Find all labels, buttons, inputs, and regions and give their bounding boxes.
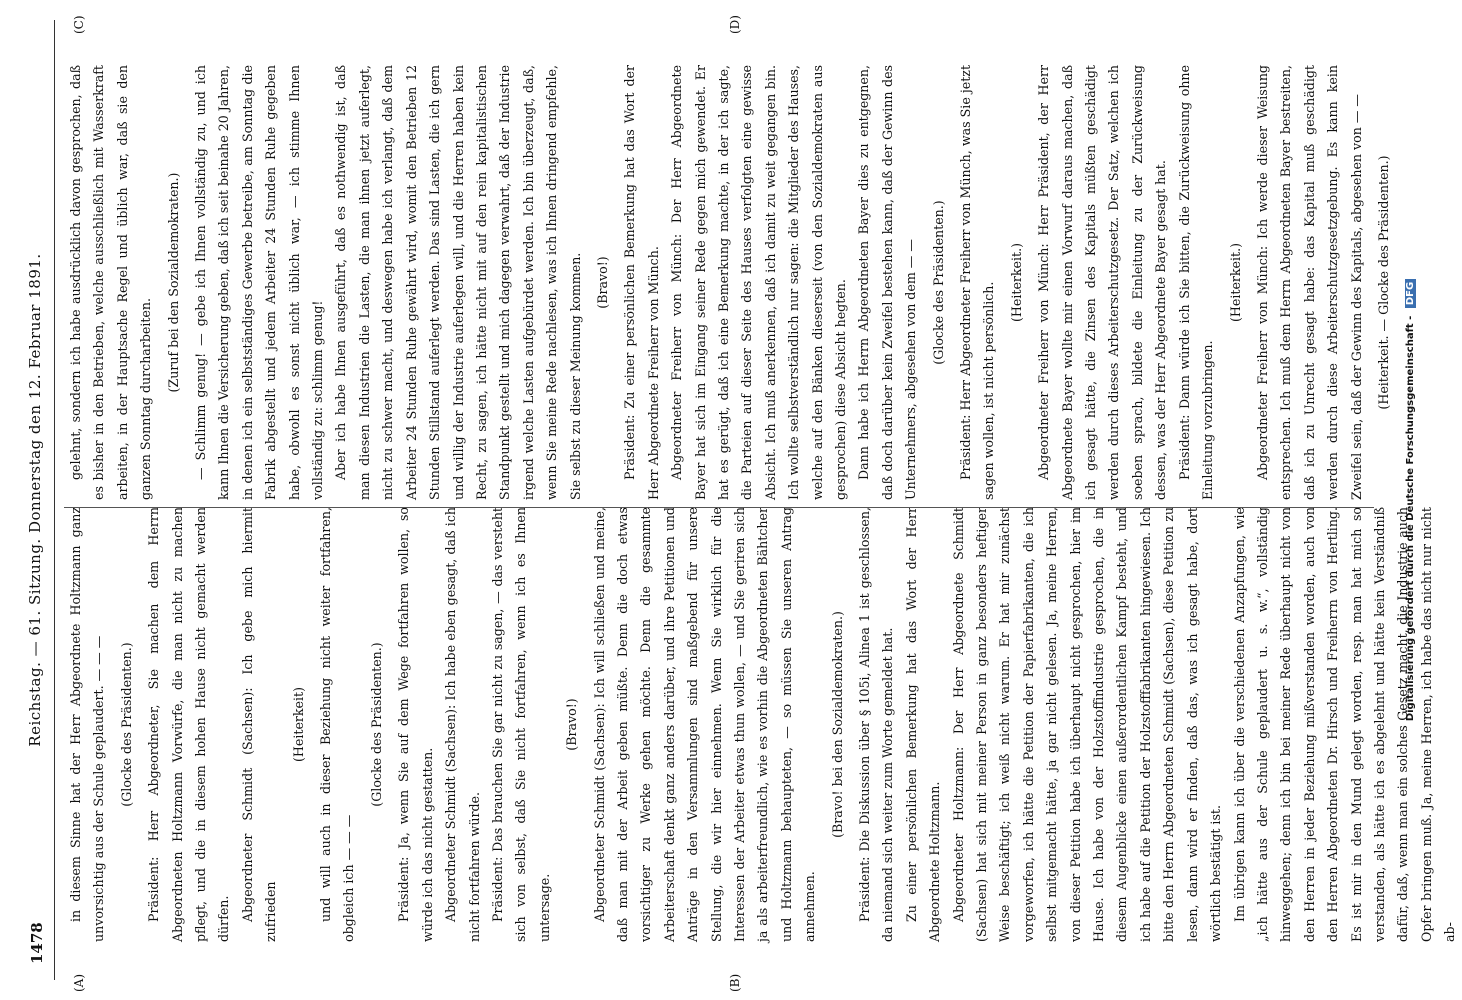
- right-column-paragraph: Präsident: Zu einer persönlichen Bemerkung hat das Wort der Herr Abgeordnete Freiherr von Münch.: [622, 65, 661, 500]
- margin-mark-b: (B): [728, 973, 742, 992]
- page-number: 1478: [28, 922, 46, 964]
- right-column-paragraph: Präsident: Herr Abgeordneter Freiherr von Münch, was Sie jetzt sagen wollen, ist nicht persönlich.: [958, 65, 997, 500]
- left-column-paragraph: Präsident: Ja, wenn Sie auf dem Wege fortfahren wollen, so würde ich das nicht gestatten.: [396, 507, 435, 942]
- right-column-paragraph: Aber ich habe Ihnen ausgeführt, daß es nothwendig ist, daß man diesen Industrien die Lasten, die man ihnen jetzt auferlegt, nicht zu schwer macht, und deswegen habe ich verlangt, daß dem Arbeiter 24 Stunden Ruhe gewährt wird, womit den Betrieben 12 Stunden Stillstand auferlegt werden. Das sind Lasten, die ich gern und willig der Industrie auferlegen will, und die Herren haben kein Recht, zu sagen, ich hätte nicht mit auf den rein kapitalistischen Standpunkt gestellt und mich dagegen verwahrt, daß der Industrie irgend welche Lasten aufgebürdet werden. Ich bin überzeugt, daß, wenn Sie meine Rede nachlesen, was ich Ihnen dringend empfehle, Sie selbst zu dieser Meinung kommen.: [333, 65, 583, 500]
- left-column-paragraph: (Heiterkeit): [290, 687, 306, 762]
- margin-mark-a: (A): [72, 973, 86, 992]
- right-column-paragraph: (Heiterkeit.): [1008, 243, 1024, 322]
- running-title: Reichstag. — 61. Sitzung. Donnerstag den 12. Februar 1891.: [26, 253, 44, 747]
- margin-mark-c: (C): [72, 15, 86, 34]
- right-column-paragraph: Präsident: Dann würde ich Sie bitten, die Zurückweisung ohne Einleitung vorzubringen.: [1176, 65, 1216, 500]
- left-column-paragraph: Abgeordneter Schmidt (Sachsen): Ich gebe mich hiermit zufrieden: [239, 507, 279, 942]
- credit-text: Digitalisierung gefördert durch die Deutsche Forschungsgemeinschaft -: [1405, 315, 1416, 722]
- left-column-paragraph: in diesem Sinne hat der Herr Abgeordnete Holtzmann ganz unvorsichtig aus der Schule geplaudert. — — —: [68, 507, 107, 942]
- left-column-paragraph: Abgeordneter Schmidt (Sachsen): Ich habe eben gesagt, daß ich nicht fortfahren würde.: [443, 507, 482, 942]
- right-column-paragraph: — Schlimm genug! — gebe ich Ihnen vollständig zu, und ich kann Ihnen die Versicherung geben, daß ich seit beinahe 20 Jahren, in denen ich ein selbstständiges Gewerbe betreibe, am Sonntag die Fabrik abgestellt und jedem Arbeiter 24 Stunden Ruhe gegeben habe, obwohl es sonst nicht üblich war, — ich stimme Ihnen vollständig zu: schlimm genug!: [193, 65, 326, 500]
- right-column-paragraph: (Heiterkeit.): [1227, 243, 1243, 322]
- left-column-paragraph: und will auch in dieser Beziehung nicht weiter fortfahren, obgleich ich — — —: [318, 507, 357, 942]
- column-rule: [64, 507, 1374, 508]
- right-column-paragraph: Abgeordneter Freiherr von Münch: Ich werde dieser Weisung entsprechen. Ich muß dem Herrn Abgeordneten Bayer bestreiten, daß ich zu Unrecht gesagt habe: das Kapital muß geschädigt werden durch diese Arbeiterschutzgesetzgebung. Es kann kein Zweifel sein, daß der Gewinn des Kapitals, abgesehen von — —: [1254, 65, 1364, 500]
- margin-mark-d: (D): [728, 15, 742, 34]
- right-column-paragraph: (Zuruf bei den Sozialdemokraten.): [165, 172, 181, 393]
- left-column-paragraph: Präsident: Herr Abgeordneter, Sie machen dem Herrn Abgeordneten Holtzmann Vorwürfe, die man nicht zu machen pflegt, und die in diesem hohen Hause nicht gemacht werden dürfen.: [146, 507, 232, 942]
- left-column-paragraph: Präsident: Das brauchen Sie gar nicht zu sagen, — das versteht sich von selbst, daß Sie nicht fortfahren, wenn ich es Ihnen untersage.: [489, 507, 552, 942]
- right-column-paragraph: Abgeordneter Freiherr von Münch: Der Herr Abgeordnete Bayer hat sich im Eingang seiner Rede gegen mich gewendet. Er hat es gerügt, daß ich eine Bemerkung machte, in der ich sagte, die Parteien auf dieser Seite des Hauses verfolgten eine gewisse Absicht. Ich muß anerkennen, daß ich damit zu weit gegangen bin. Ich wollte selbstverständlich nur sagen: die Mitglieder des Hauses, welche auf den Bänken dieserseit (von den Sozialdemokraten aus gesprochen) diese Absicht hegten.: [669, 65, 848, 500]
- left-column-paragraph: Abgeordneter Schmidt (Sachsen): Ich will schließen und meine, daß man mit der Arbeit geben müßte. Denn die doch etwas vorsichtiger zu Werke gehen möchte. Denn die gesammte Arbeiterschaft denkt ganz anders darüber, und ihre Petitionen und Anträge in den Versammlungen sind maßgebend für unsere Stellung, die wir hier einnehmen. Wenn Sie wirklich für die Interessen der Arbeiter etwas thun wollen, — und Sie geriren sich ja als arbeiterfreundlich, wie es vorhin die Abgeordneten Bähtcher und Holtzmann behaupteten, — so müssen Sie unseren Antrag annehmen.: [591, 507, 818, 942]
- left-column-paragraph: (Glocke des Präsidenten.): [118, 642, 134, 807]
- right-column-paragraph: (Glocke des Präsidenten.): [930, 200, 946, 365]
- left-column-paragraph: Zu einer persönlichen Bemerkung hat das Wort der Herr Abgeordnete Holtzmann.: [903, 507, 943, 942]
- right-column-paragraph: (Bravo!): [594, 256, 610, 309]
- left-column-paragraph: (Bravo! bei den Sozialdemokraten.): [829, 611, 845, 838]
- left-column-paragraph: Abgeordneter Holtzmann: Der Herr Abgeordnete Schmidt (Sachsen) hat sich mit meiner Person in ganz besonders heftiger Weise beschäftigt; ich weiß nicht warum. Er hat mir zunächst vorgeworfen, ich hätte die Petition der Papierfabrikanten, die ich selbst mitgemacht hätte, ja gar nicht gelesen. Ja, meine Herren, von dieser Petition habe ich überhaupt nicht gesprochen, hier im Hause. Ich habe von der Holzstoffindustrie gesprochen, die in diesem Augenblicke einen außerordentlichen Kampf besteht, und ich habe auf die Petition der Holzstofffabrikanten hingewiesen. Ich bitte den Herrn Abgeordneten Schmidt (Sachsen), diese Petition zu lesen, dann wird er finden, daß das, was ich gesagt habe, dort wörtlich bestätigt ist.: [950, 507, 1224, 942]
- left-column-paragraph: Im übrigen kann ich über die verschiedenen Anzapfungen, wie „ich hätte aus der Schule geplaudert u. s. w.“, vollständig hinweggehen; denn ich bin bei meiner Rede überhaupt nicht von den Herren in jeder Beziehung mißverstanden worden, auch von den Herren Abgeordneten Dr. Hirsch und Freiherrn von Hertling. Es ist mir in den Mund gelegt worden, resp. man hat mich so verstanden, als hätte ich es abgelehnt und hätte kein Verständniß dafür, daß, wenn man ein solches Gesetz macht, die Industrie auch Opfer bringen muß. Ja, meine Herren, ich habe das nicht nur nicht ab-: [1231, 507, 1458, 942]
- right-column-paragraph: Abgeordneter Freiherr von Münch: Herr Präsident, der Herr Abgeordnete Bayer wollte mir einen Vorwurf daraus machen, daß ich gesagt hätte, die Zinsen des Kapitals müßten geschädigt werden durch dieses Arbeiterschutzgesetz. Der Satz, welchen ich soeben sprach, bildete die Einleitung zu der Zurückweisung dessen, was der Herr Abgeordnete Bayer gesagt hat.: [1036, 65, 1169, 500]
- header-rule: [54, 20, 55, 980]
- dfg-logo-badge: DFG: [1405, 279, 1416, 308]
- left-column-paragraph: (Glocke des Präsidenten.): [368, 642, 384, 807]
- right-column-paragraph: gelehnt, sondern ich habe ausdrücklich davon gesprochen, daß es bisher in den Betrieben, welche ausschließlich mit Wasserkraft arbeiten, in der Hauptsache Regel und üblich war, daß sie den ganzen Sonntag durcharbeiten.: [68, 65, 154, 500]
- page-header: [0, 0, 64, 1000]
- digitization-credit: [1405, 0, 1416, 1000]
- left-column-paragraph: Präsident: Die Diskussion über § 105i, Alinea 1 ist geschlossen, da niemand sich weiter zum Worte gemeldet hat.: [857, 507, 896, 942]
- right-column: [64, 65, 1391, 500]
- right-column-paragraph: Dann habe ich Herrn Abgeordneten Bayer dies zu entgegnen, daß doch darüber kein Zweifel bestehen kann, daß der Gewinn des Unternehmers, abgesehen von dem — —: [856, 65, 919, 500]
- left-column-paragraph: (Bravo!): [564, 698, 580, 751]
- right-column-paragraph: (Heiterkeit. — Glocke des Präsidenten.): [1375, 155, 1391, 410]
